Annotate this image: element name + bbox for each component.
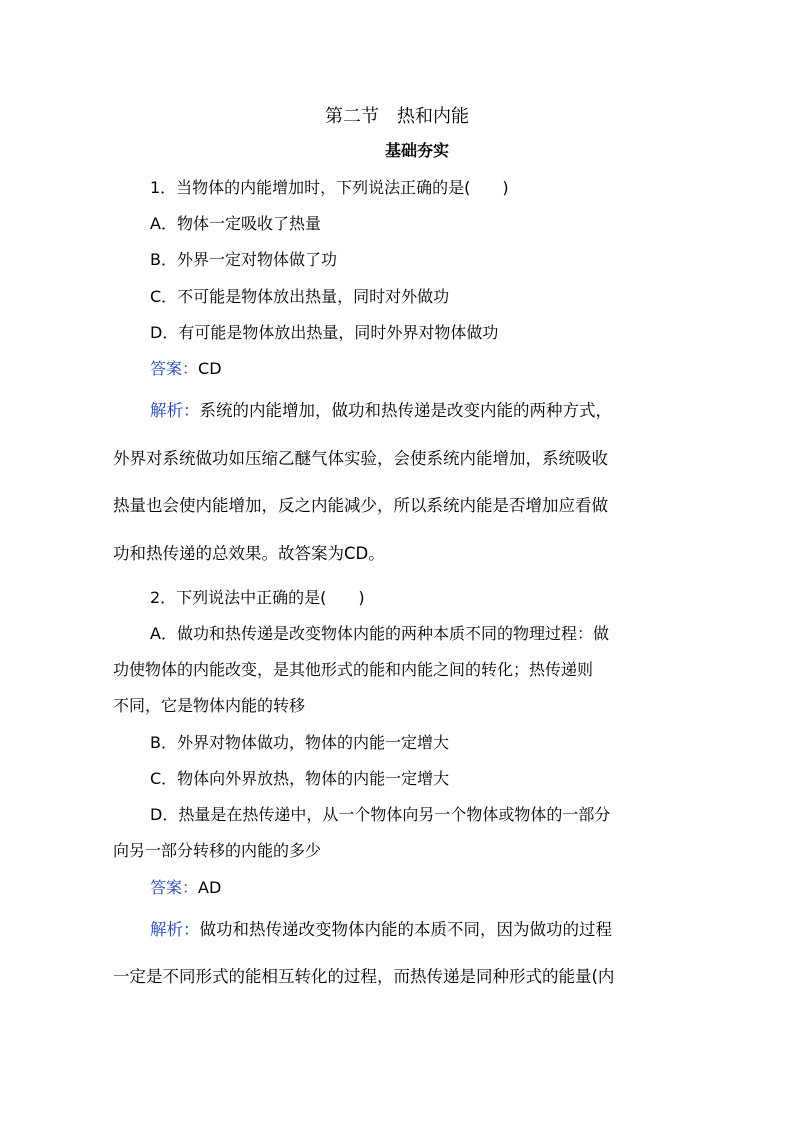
explanation-label: 解析： — [150, 401, 200, 420]
q2-stem: 2．下列说法中正确的是( ) — [150, 588, 365, 607]
q1-option-c: C．不可能是物体放出热量，同时对外做功 — [150, 287, 450, 306]
q2-option-c: C．物体向外界放热，物体的内能一定增大 — [150, 769, 450, 788]
answer-label: 答案： — [150, 878, 199, 897]
explanation-text: 系统的内能增加，做功和热传递是改变内能的两种方式， — [199, 401, 612, 420]
section-title: 第二节 热和内能 — [325, 106, 469, 127]
explanation-text: 做功和热传递改变物体内能的本质不同，因为做功的过程 — [199, 920, 612, 939]
explanation-label: 解析： — [150, 920, 200, 939]
q2-option-a-line-1: A．做功和热传递是改变物体内能的两种本质不同的物理过程：做 — [150, 624, 609, 643]
q1-option-a: A．物体一定吸收了热量 — [150, 214, 321, 233]
q2-option-a-line-2: 功使物体的内能改变，是其他形式的能和内能之间的转化；热传递则 — [113, 660, 594, 679]
q2-answer — [150, 878, 221, 898]
q1-explanation-line-2: 外界对系统做功如压缩乙醚气体实验，会使系统内能增加，系统吸收 — [113, 449, 608, 468]
q2-option-d-line-2: 向另一部分转移的内能的多少 — [113, 841, 322, 860]
q1-answer — [150, 359, 222, 379]
section-subtitle: 基础夯实 — [384, 141, 449, 160]
q1-explanation-line-4: 功和热传递的总效果。故答案为CD。 — [113, 544, 385, 563]
q2-explanation-line-1 — [150, 920, 612, 940]
answer-value: CD — [198, 359, 222, 378]
q1-stem: 1．当物体的内能增加时，下列说法正确的是( ) — [150, 178, 509, 197]
q2-option-d-line-1: D．热量是在热传递中，从一个物体向另一个物体或物体的一部分 — [150, 805, 611, 824]
answer-label: 答案： — [150, 359, 199, 378]
q1-explanation-line-3: 热量也会使内能增加，反之内能减少，所以系统内能是否增加应看做 — [113, 496, 608, 515]
q1-explanation-line-1 — [150, 401, 612, 421]
q1-option-d: D．有可能是物体放出热量，同时外界对物体做功 — [150, 323, 499, 342]
answer-value: AD — [198, 878, 222, 897]
q2-explanation-line-2: 一定是不同形式的能相互转化的过程，而热传递是同种形式的能量(内 — [113, 967, 615, 986]
q1-option-b: B．外界一定对物体做了功 — [150, 250, 337, 269]
q2-option-b: B．外界对物体做功，物体的内能一定增大 — [150, 733, 449, 752]
q2-option-a-line-3: 不同，它是物体内能的转移 — [113, 696, 306, 715]
